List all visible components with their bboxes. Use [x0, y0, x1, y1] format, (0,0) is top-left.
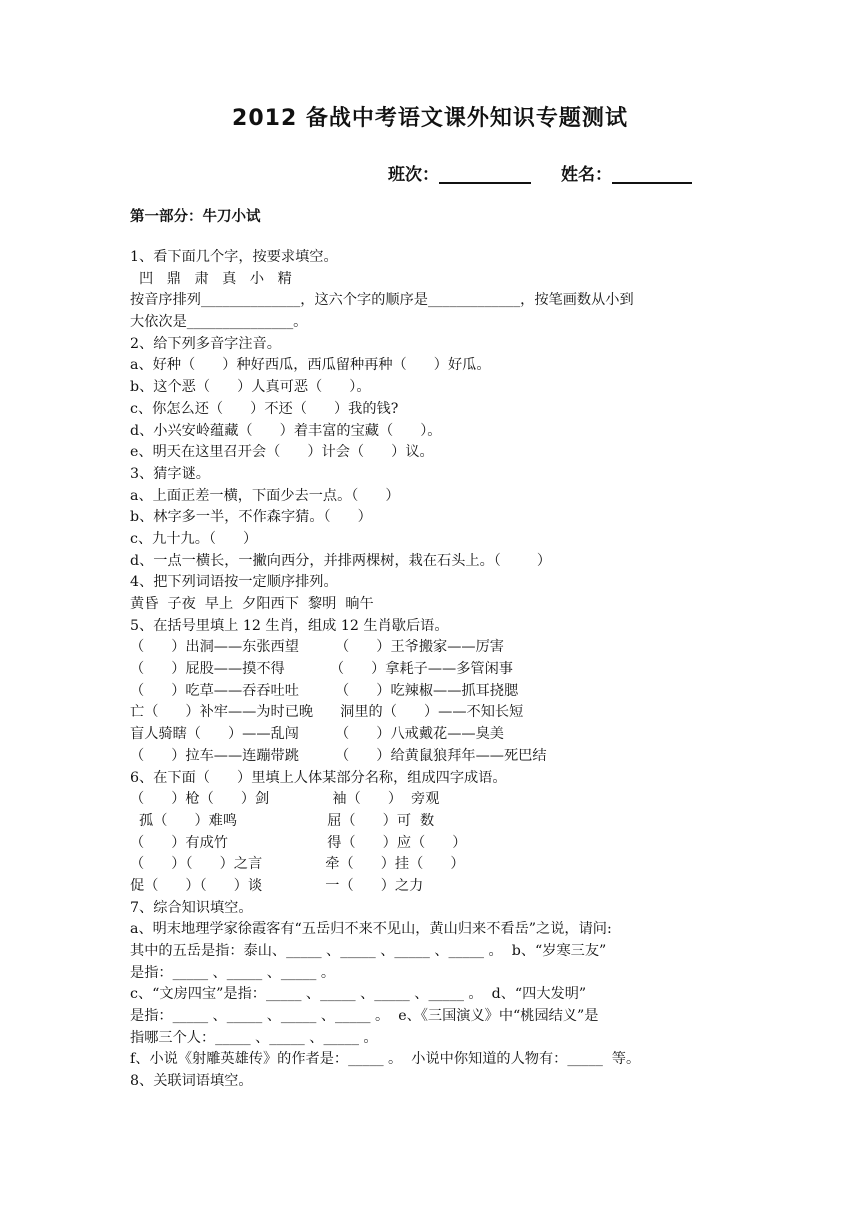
question-content: [130, 247, 740, 1093]
text-line: a、好种（ ）种好西瓜，西瓜留种再种（ ）好瓜。: [130, 357, 491, 374]
text-line: 3、猜字谜。: [130, 465, 210, 482]
text-line: 大依次是_______________。: [130, 314, 308, 331]
text-line: 其中的五岳是指：泰山、_____ 、_____ 、_____ 、_____ 。 b、“岁寒三友”: [130, 943, 607, 959]
text-line: 按音序排列______________，这六个字的顺序是_____________，按笔画数从小到: [130, 292, 634, 309]
text-line: （ ）拉车——连蹦带跳 （ ）给黄鼠狼拜年——死巴结: [130, 747, 547, 764]
student-info: [388, 160, 692, 185]
text-line: （ ）吃草——吞吞吐吐 （ ）吃辣椒——抓耳挠腮: [130, 682, 519, 699]
text-line: d、一点一横长，一撇向西分，并排两棵树，栽在石头上。（ ）: [130, 552, 552, 569]
class-label: 班次：: [388, 165, 439, 185]
text-line: c、你怎么还（ ）不还（ ）我的钱?: [130, 400, 399, 417]
text-line: a、明末地理学家徐霞客有“五岳归不来不见山，黄山归来不看岳”之说，请问:: [130, 921, 612, 938]
name-label: 姓名：: [561, 165, 612, 185]
text-line: c、九十九。（ ）: [130, 530, 258, 547]
text-line: 盲人骑瞎（ ）——乱闯 （ ）八戒戴花——臭美: [130, 726, 504, 743]
text-line: 黄昏 子夜 早上 夕阳西下 黎明 晌午: [130, 596, 374, 612]
text-line: b、林字多一半，不作森字猜。（ ）: [130, 509, 372, 526]
text-line: 孤（ ）难鸣 屈（ ）可 数: [130, 812, 435, 829]
page-title: 2012 备战中考语文课外知识专题测试: [232, 106, 628, 131]
text-line: a、上面正差一横，下面少去一点。（ ）: [130, 487, 400, 504]
text-line: （ ）枪（ ）剑 袖（ ） 旁观: [130, 791, 440, 808]
text-line: 6、在下面（ ）里填上人体某部分名称，组成四字成语。: [130, 769, 507, 786]
text-line: 5、在括号里填上 12 生肖，组成 12 生肖歇后语。: [130, 617, 449, 634]
text-line: e、明天在这里召开会（ ）计会（ ）议。: [130, 444, 434, 461]
text-line: 凹 鼎 肃 真 小 精: [130, 270, 292, 287]
text-line: 是指：_____ 、_____ 、_____ 、_____ 。 e、《三国演义》中“桃园结义”是: [130, 1008, 599, 1025]
text-line: （ ）有成竹 得（ ）应（ ）: [130, 834, 467, 851]
text-line: 指哪三个人：_____ 、_____ 、_____ 。: [130, 1029, 378, 1046]
text-line: 亡（ ）补牢——为时已晚 洞里的（ ）——不知长短: [130, 704, 524, 721]
text-line: 7、综合知识填空。: [130, 899, 253, 916]
text-line: b、这个恶（ ）人真可恶（ ）。: [130, 379, 371, 396]
text-line: 8、关联词语填空。: [130, 1073, 253, 1090]
text-line: f、小说《射雕英雄传》的作者是：_____ 。 小说中你知道的人物有：_____ 等。: [130, 1051, 641, 1068]
class-blank[interactable]: [439, 164, 531, 184]
section-title: 第一部分：牛刀小试: [130, 209, 261, 225]
text-line: （ ）出洞——东张西望 （ ）王爷搬家——厉害: [130, 639, 504, 656]
text-line: 促（ ）（ ）谈 一（ ）之力: [130, 877, 424, 894]
name-blank[interactable]: [612, 164, 692, 184]
text-line: 2、给下列多音字注音。: [130, 335, 281, 352]
text-line: 1、看下面几个字，按要求填空。: [130, 249, 338, 265]
text-line: （ ）（ ）之言 牵（ ）挂（ ）: [130, 856, 465, 873]
text-line: d、小兴安岭蕴藏（ ）着丰富的宝藏（ ）。: [130, 422, 442, 439]
text-line: （ ）屁股——摸不得 （ ）拿耗子——多管闲事: [130, 661, 513, 678]
text-line: 是指：_____ 、_____ 、_____ 。: [130, 964, 336, 981]
text-line: c、“文房四宝”是指：_____ 、_____ 、_____ 、_____ 。 d、“四大发明”: [130, 986, 587, 1003]
text-line: 4、把下列词语按一定顺序排列。: [130, 574, 338, 591]
